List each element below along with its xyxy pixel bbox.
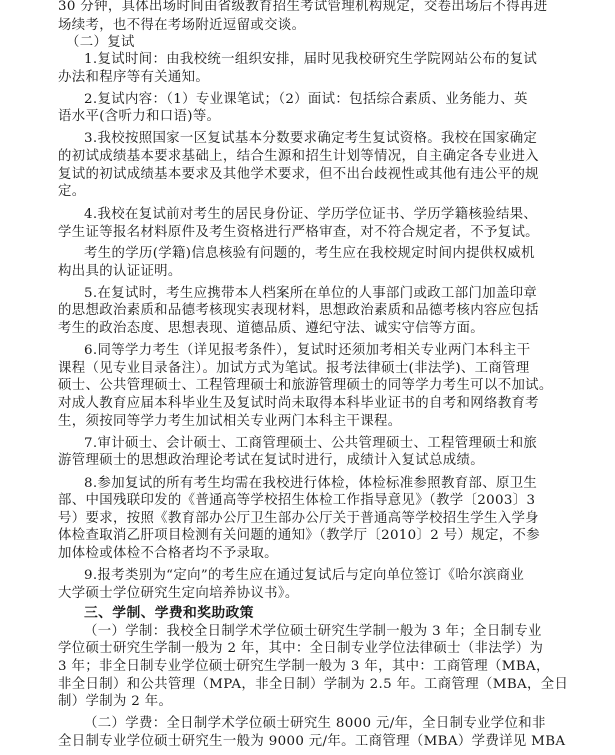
- text-line: 生，须按同等学力考生加试相关专业两门本科主干课程。: [58, 413, 402, 429]
- text-line: 场续考，也不得在考场附近逗留或交谈。: [58, 18, 306, 34]
- text-line: 课程（见专业目录备注）。加试方式为笔试。报考法律硕士(非法学)、工商管理: [58, 360, 530, 376]
- text-line: 大学硕士学位研究生定向培养协议书》。: [58, 585, 299, 601]
- text-line: （二）学费：全日制学术学位硕士研究生 8000 元/年，全日制专业学位和非: [84, 716, 546, 732]
- text-line: 3 年；非全日制专业学位硕士研究生学制一般为 3 年，其中：工商管理（MBA，: [58, 659, 550, 674]
- text-line: 体检查取消乙肝项目检测有关问题的通知》（教学厅〔2010〕2 号）规定，不参: [58, 528, 540, 544]
- text-line: （一）学制：我校全日制学术学位硕士研究生学制一般为 3 年；全日制专业: [84, 623, 542, 639]
- text-line: 6.同等学力考生（详见报考条件），复试时还须加考相关专业两门本科主干: [84, 343, 531, 359]
- text-line: 制）学制为 2 年。: [58, 694, 173, 710]
- text-line: 构出具的认证证明。: [58, 263, 182, 279]
- text-line: 部、中国残联印发的《普通高等学校招生体检工作指导意见》（教学〔2003〕3: [58, 493, 536, 509]
- heading-line: 三、学制、学费和奖助政策: [84, 605, 254, 622]
- text-line: 7.审计硕士、会计硕士、工商管理硕士、公共管理硕士、工程管理硕士和旅: [84, 435, 538, 451]
- text-line: 1.复试时间：由我校统一组织安排，届时见我校研究生学院网站公布的复试: [84, 51, 538, 67]
- text-line: 的思想政治素质和品德考核现实表现材料，思想政治素质和品德考核内容应包括: [58, 303, 539, 319]
- text-line: 5.在复试时，考生应携带本人档案所在单位的人事部门或政工部门加盖印章: [84, 285, 538, 301]
- text-line: 号）要求，按照《教育部办公厅卫生部办公厅关于普通高等学校招生学生入学身: [58, 510, 539, 526]
- text-line: 9.报考类别为“定向”的考生应在通过复试后与定向单位签订《哈尔滨商业: [84, 568, 525, 584]
- text-line: 加体检或体检不合格者均不予录取。: [58, 546, 278, 562]
- text-line: 学位硕士研究生学制一般为 2 年，其中：全日制专业学位法律硕士（非法学）为: [58, 641, 544, 657]
- text-line: 办法和程序等有关通知。: [58, 69, 210, 85]
- text-line: 全日制专业学位硕士研究生一般为 9000 元/年。工商管理（MBA）学费详见 MBA: [58, 734, 566, 749]
- text-line: 语水平(含听力和口语)等。: [58, 109, 221, 125]
- text-line: 硕士、公共管理硕士、工程管理硕士和旅游管理硕士的同等学力考生可以不加试。: [58, 378, 553, 394]
- text-line: 非全日制）和公共管理（MPA，非全日制）学制为 2.5 年。工商管理（MBA，全日: [58, 676, 569, 692]
- text-line: 2.复试内容：（1）专业课笔试；（2）面试：包括综合素质、业务能力、英: [84, 91, 528, 107]
- heading-line: （二）复试: [66, 35, 135, 51]
- text-line: 对成人教育应届本科毕业生及复试时尚未取得本科毕业证书的自考和网络教育考: [58, 396, 539, 412]
- text-line: 考生的学历(学籍)信息核验有问题的，考生应在我校规定时间内提供权威机: [84, 246, 535, 262]
- text-line: 4.我校在复试前对考生的居民身份证、学历学位证书、学历学籍核验结果、: [84, 207, 538, 223]
- text-line: 8.参加复试的所有考生均需在我校进行体检，体检标准参照教育部、原卫生: [84, 475, 538, 491]
- text-line: 3.我校按照国家一区复试基本分数要求确定考生复试资格。我校在国家确定: [84, 131, 538, 147]
- text-line: 考生的政治态度、思想表现、道德品质、遵纪守法、诚实守信等方面。: [58, 321, 484, 337]
- text-line: 复试的初试成绩基本要求及其他学术要求，但不出台歧视性或其他有违公平的规: [58, 166, 539, 182]
- text-line: 30 分钟，具体出场时间由省级教育招生考试管理机构规定，交卷出场后不得再进: [58, 0, 548, 14]
- text-line: 定。: [58, 184, 86, 200]
- text-line: 的初试成绩基本要求基础上，结合生源和招生计划等情况，自主确定各专业进入: [58, 149, 539, 164]
- text-line: 游管理硕士的思想政治理论考试在复试时进行，成绩计入复试总成绩。: [58, 453, 484, 469]
- text-line: 学生证等报名材料原件及考生资格进行严格审查，对不符合规定者，不予复试。: [58, 224, 539, 240]
